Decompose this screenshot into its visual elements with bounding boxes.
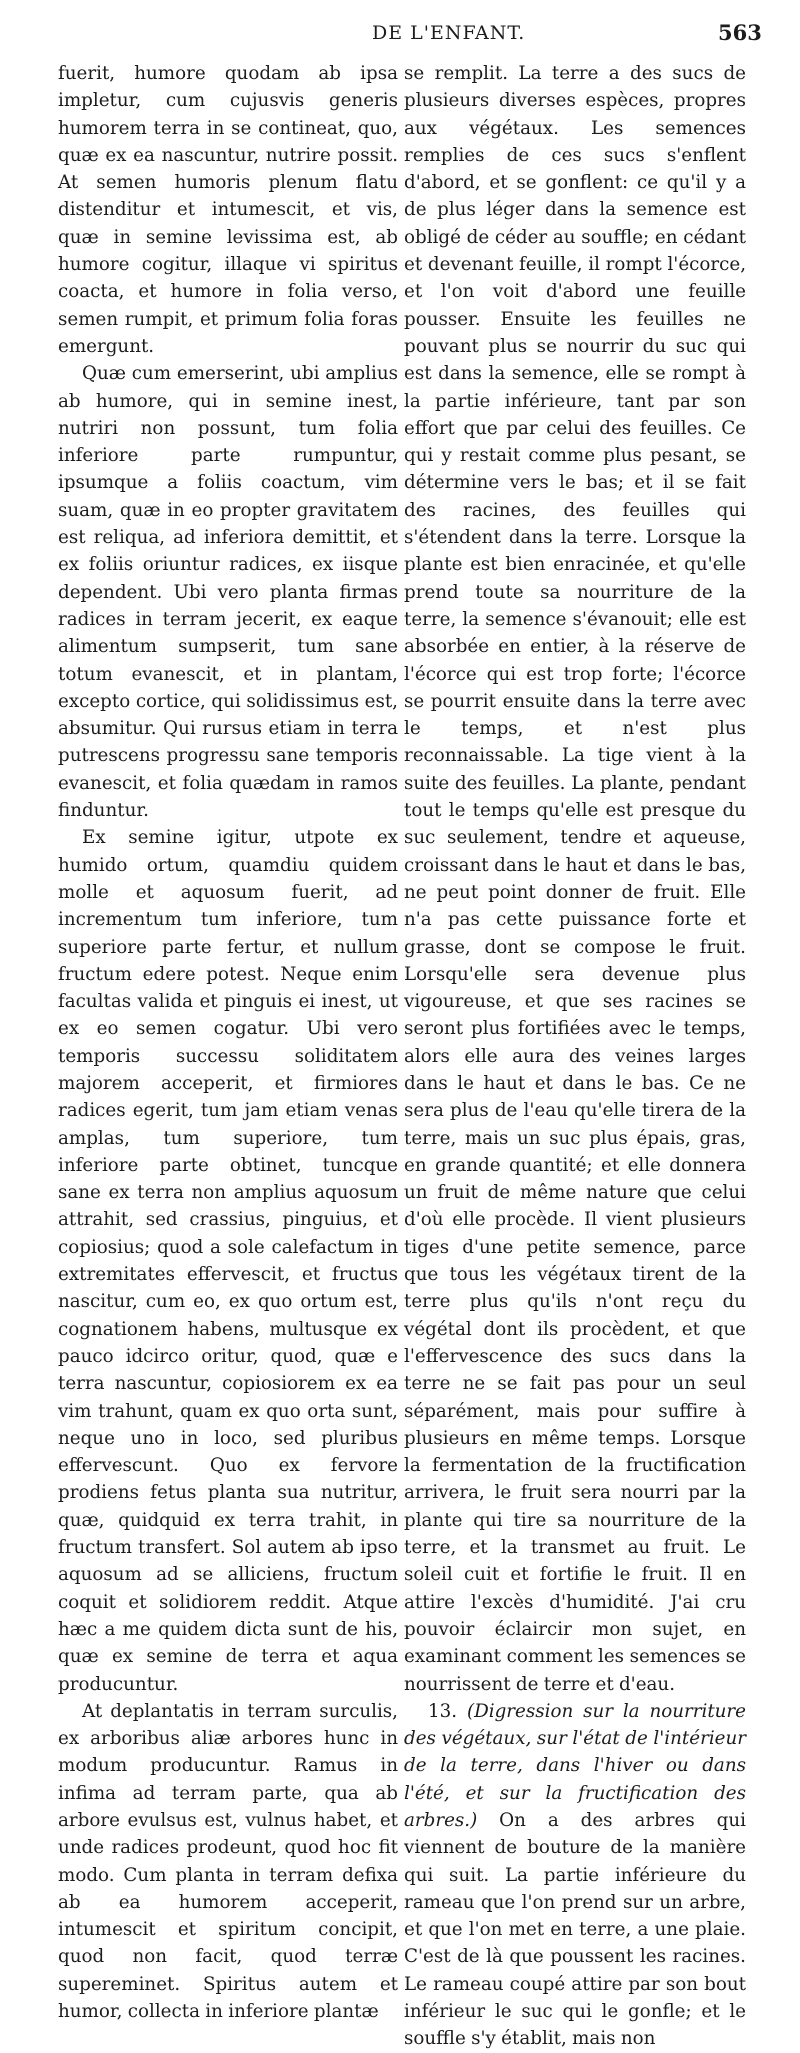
- french-paragraph-1: se remplit. La terre a des sucs de plusieurs diverses espèces, propres aux végétaux. Les semences remplies de ces sucs s'enflent d'abord, et se gonflent: ce qu'il y a de plus léger dans la semence est obligé de céder au souffle; en cédant et devenant feuille, il rompt l'écorce, et l'on voit d'abord une feuille pousser. Ensuite les feuilles ne pouvant plus se nourrir du suc qui est dans la semence, elle se rompt à la partie inférieure, tant par son effort que par celui des feuilles. Ce qui y restait comme plus pesant, se détermine vers le bas; et il se fait des racines, des feuilles qui s'étendent dans la terre. Lorsque la plante est bien enracinée, et qu'elle prend toute sa nourriture de la terre, la semence s'évanouit; elle est absorbée en entier, à la réserve de l'écorce qui est trop forte; l'écorce se pourrit ensuite dans la terre avec le temps, et n'est plus reconnaissable. La tige vient à la suite des feuilles. La plante, pendant tout le temps qu'elle est presque du suc seulement, tendre et aqueuse, croissant dans le haut et dans le bas, ne peut point donner de fruit. Elle n'a pas cette puissance forte et grasse, dont se compose le fruit. Lorsqu'elle sera devenue plus vigoureuse, et que ses racines se seront plus fortifiées avec le temps, alors elle aura des veines larges dans le haut et dans le bas. Ce ne sera plus de l'eau qu'elle tirera de la terre, mais un suc plus épais, gras, en grande quantité; et elle donnera un fruit de même nature que celui d'où elle procède. Il vient plusieurs tiges d'une petite semence, parce que tous les végétaux tirent de la terre plus qu'ils n'ont reçu du végétal dont ils procèdent, et que l'effervescence des sucs dans la terre ne se fait pas pour un seul séparément, mais pour suffire à plusieurs en même temps. Lorsque la fermentation de la fructification arrivera, le fruit sera nourri par la plante qui tire sa nourriture de la terre, et la transmet au fruit. Le soleil cuit et fortifie le fruit. Il en attire l'excès d'humidité. J'ai cru pouvoir éclaircir mon sujet, en examinant comment les semences se nourrissent de terre et d'eau.: [404, 63, 746, 1695]
- latin-column: [58, 60, 398, 2025]
- latin-paragraph-2: Quæ cum emerserint, ubi amplius ab humore, qui in semine inest, nutriri non possunt, tum folia inferiore parte rumpuntur, ipsumque a foliis coactum, vim suam, quæ in eo propter gravitatem est reliqua, ad inferiora demittit, et ex foliis oriuntur radices, ex iisque dependent. Ubi vero planta firmas radices in terram jecerit, ex eaque alimentum sumpserit, tum sane totum evanescit, et in plantam, excepto cortice, qui solidissimus est, absumitur. Qui rursus etiam in terra putrescens progressu sane temporis evanescit, et folia quædam in ramos finduntur.: [58, 363, 398, 822]
- section-13: [404, 1698, 746, 2053]
- section-text: On a des arbres qui viennent de bouture de la manière qui suit. La partie inférieure du rameau que l'on prend sur un arbre, et que l'on met en terre, a une plaie. C'est de là que poussent les racines. Le rameau coupé attire par son bout inférieur le suc qui le gonfle; et le souffle s'y établit, mais non: [404, 1810, 746, 2050]
- latin-paragraph-4: At deplantatis in terram surculis, ex arboribus aliæ arbores hunc in modum producuntur. Ramus in infima ad terram parte, qua ab arbore evulsus est, vulnus habet, et unde radices prodeunt, quod hoc fit modo. Cum planta in terram defixa ab ea humorem acceperit, intumescit et spiritum concipit, quod non facit, quod terræ supereminet. Spiritus autem et humor, collecta in inferiore plantæ: [58, 1700, 398, 2023]
- french-column: [404, 60, 746, 2053]
- running-title: DE L'ENFANT.: [372, 22, 526, 44]
- latin-paragraph-1: fuerit, humore quodam ab ipsa impletur, cum cujusvis generis humorem terra in se contineat, quo, quæ ex ea nascuntur, nutrire possit. At semen humoris plenum flatu distenditur et intumescit, et vis, quæ in semine levissima est, ab humore cogitur, illaque vi spiritus coacta, et humore in folia verso, semen rumpit, et primum folia foras emergunt.: [58, 63, 398, 357]
- latin-paragraph-3: Ex semine igitur, utpote ex humido ortum, quamdiu quidem molle et aquosum fuerit, ad incrementum tum inferiore, tum superiore parte fertur, et nullum fructum edere potest. Neque enim facultas valida et pinguis ei inest, ut ex eo semen cogatur. Ubi vero temporis successu soliditatem majorem acceperit, et firmiores radices egerit, tum jam etiam venas amplas, tum superiore, tum inferiore parte obtinet, tuncque sane ex terra non amplius aquosum attrahit, sed crassius, pinguius, et copiosius; quod a sole calefactum in extremitates effervescit, et fructus nascitur, cum eo, ex quo ortum est, cognationem habens, multusque ex pauco idcirco oritur, quod, quæ e terra nascuntur, copiosiorem ex ea vim trahunt, quam ex quo orta sunt, neque uno in loco, sed pluribus effervescunt. Quo ex fervore prodiens fetus planta sua nutritur, quæ, quidquid ex terra trahit, in fructum transfert. Sol autem ab ipso aquosum ad se alliciens, fructum coquit et solidiorem reddit. Atque hæc a me quidem dicta sunt de his, quæ ex semine de terra et aqua producuntur.: [58, 827, 398, 1695]
- page-header: [0, 14, 800, 54]
- section-title: (Digression sur la nourriture des végétaux, sur l'état de l'intérieur de la terre, dans l'hiver ou dans l'été, et sur la fructification des arbres.): [404, 1700, 746, 1831]
- section-number: 13.: [428, 1700, 458, 1722]
- page-number: 563: [718, 20, 762, 45]
